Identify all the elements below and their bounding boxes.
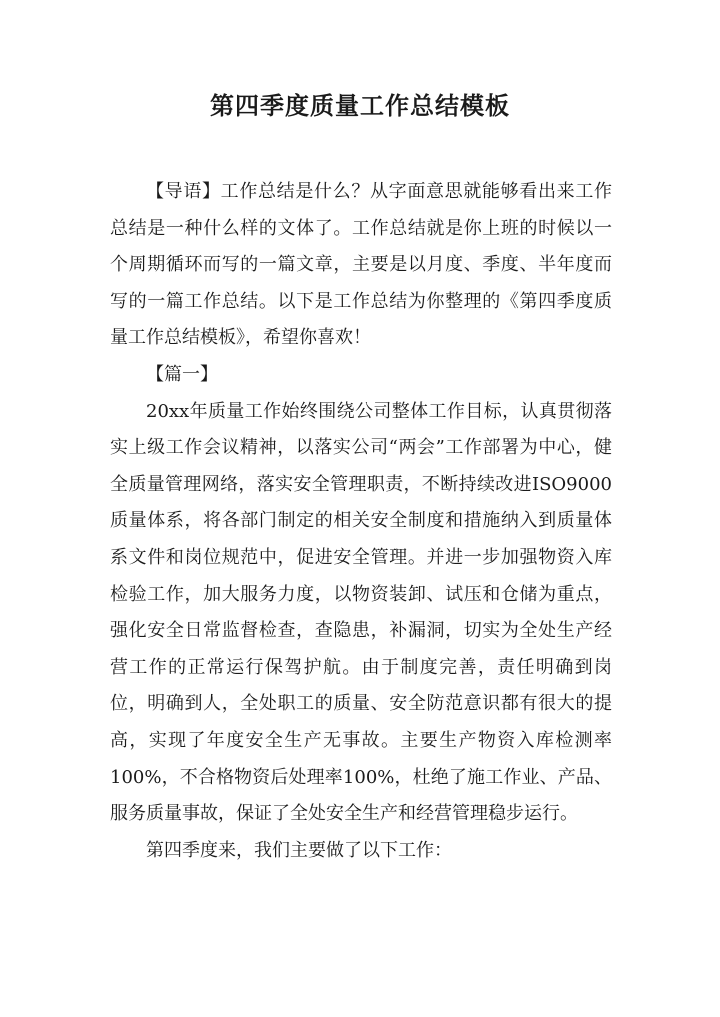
document-body — [110, 174, 612, 869]
body-paragraph-1: 20xx年质量工作始终围绕公司整体工作目标，认真贯彻落实上级工作会议精神，以落实公司“两会”工作部署为中心，健全质量管理网络，落实安全管理职责，不断持续改进ISO9000质量体系，将各部门制定的相关安全制度和措施纳入到质量体系文件和岗位规范中，促进安全管理。并进一步加强物资入库检验工作，加大服务力度，以物资装卸、试压和仓储为重点，强化安全日常监督检查，查隐患，补漏洞，切实为全处生产经营工作的正常运行保驾护航。由于制度完善，责任明确到岗位，明确到人，全处职工的质量、安全防范意识都有很大的提高，实现了年度安全生产无事故。主要生产物资入库检测率100%，不合格物资后处理率100%，杜绝了施工作业、产品、服务质量事故，保证了全处安全生产和经营管理稳步运行。 — [110, 400, 612, 825]
intro-paragraph: 【导语】工作总结是什么？从字面意思就能够看出来工作总结是一种什么样的文体了。工作总结就是你上班的时候以一个周期循环而写的一篇文章，主要是以月度、季度、半年度而写的一篇工作总结。以下是工作总结为你整理的《第四季度质量工作总结模板》，希望你喜欢！ — [110, 181, 612, 349]
section-heading: 【篇一】 — [146, 363, 218, 385]
document-title: 第四季度质量工作总结模板 — [210, 92, 510, 120]
body-paragraph-2: 第四季度来，我们主要做了以下工作： — [146, 839, 452, 861]
